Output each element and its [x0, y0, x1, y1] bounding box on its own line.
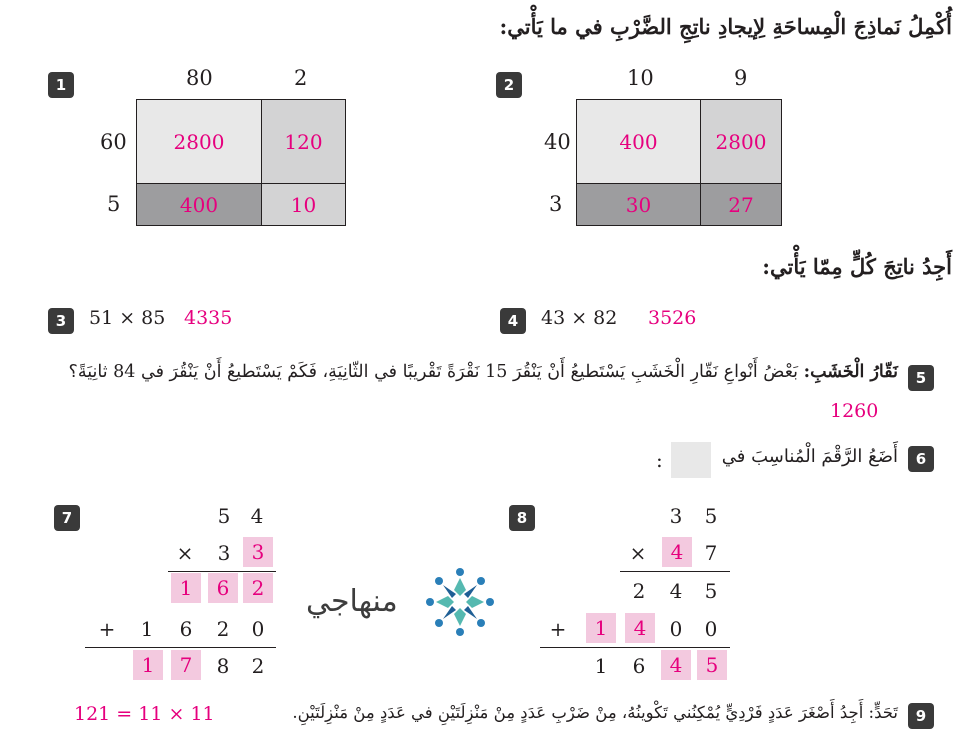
digit: 4 [669, 579, 683, 603]
digit: 5 [704, 579, 718, 603]
challenge-text: تَحَدٍّ: أَجِدُ أَصْغَرَ عَدَدٍ فَرْدِيٍّ يُمْكِنُني تَكْوينُهُ، مِنْ ضَرْبِ عَدَدٍ مِنْ مَنْزِلَتَيْنِ في عَدَدٍ مِنْ مَنْزِلَتَيْنِ. [292, 703, 898, 722]
area-model-top-label: 80 [186, 66, 213, 90]
area-model-cell: 400 [577, 100, 701, 184]
answer-text: 1260 [830, 400, 879, 422]
area-model-cell: 2800 [701, 100, 781, 184]
area-model-cell: 27 [701, 184, 781, 225]
digit: 0 [669, 617, 683, 641]
answer-text: 3526 [648, 307, 697, 329]
area-model-side-label: 60 [100, 130, 127, 154]
digit: 3 [217, 541, 231, 565]
digit: 7 [704, 541, 718, 565]
digit: 1 [140, 617, 154, 641]
area-model-side-label: 5 [107, 192, 121, 216]
problem-number-badge: 3 [48, 308, 74, 334]
answer-text: 4335 [184, 307, 233, 329]
answer-box: 2 [243, 573, 273, 603]
multiplication-expression: 43 × 82 [541, 307, 618, 329]
area-model-cell: 10 [262, 184, 345, 225]
instruction-colon: : [656, 448, 663, 472]
divider-line [168, 571, 276, 572]
plus-sign: + [98, 617, 116, 641]
area-model-top-label: 2 [294, 66, 308, 90]
answer-box: 1 [133, 650, 163, 680]
area-model-cell: 30 [577, 184, 701, 225]
digit: 3 [669, 504, 683, 528]
digit: 6 [179, 617, 193, 641]
section-heading-products: أَجِدُ ناتِجَ كُلٍّ مِمّا يَأْتي: [762, 254, 952, 279]
problem-number-badge: 5 [908, 365, 934, 391]
area-model-side-label: 3 [549, 192, 563, 216]
answer-box: 7 [171, 650, 201, 680]
digit: 4 [250, 504, 264, 528]
word-problem [58, 362, 898, 382]
digit: 2 [216, 617, 230, 641]
digit: 8 [216, 654, 230, 678]
problem-number-badge: 8 [509, 505, 535, 531]
digit: 1 [594, 654, 608, 678]
divider-line [620, 571, 730, 572]
word-problem-text: بَعْضُ أَنْواعِ نَقّارِ الْخَشَبِ يَسْتَطيعُ أَنْ يَنْقُرَ 15 نَقْرَةً تَقْريبًا في الثّانِيَةِ، فَكَمْ يَسْتَطيعُ أَنْ يَنْقُرَ في 84 ثانِيَةً؟ [68, 362, 799, 382]
problem-number-badge: 2 [496, 72, 522, 98]
digit: 2 [251, 654, 265, 678]
answer-box: 6 [208, 573, 238, 603]
digit: 5 [704, 504, 718, 528]
divider-line [85, 647, 276, 648]
divider-line [540, 647, 730, 648]
area-model-side-label: 40 [544, 130, 571, 154]
answer-box: 1 [171, 573, 201, 603]
problem-number-badge: 9 [908, 703, 934, 729]
answer-box: 1 [586, 613, 616, 643]
area-model-grid [136, 99, 346, 226]
section-heading-area-models: أُكْمِلُ نَماذِجَ الْمِساحَةِ لِإيجادِ ناتِجِ الضَّرْبِ في ما يَأْتي: [499, 14, 952, 39]
digit: 2 [632, 579, 646, 603]
logo-emblem-icon [420, 562, 500, 642]
area-model-cell: 400 [137, 184, 262, 225]
problem-number-badge: 7 [54, 505, 80, 531]
blank-box-sample [671, 442, 711, 478]
answer-box: 4 [662, 537, 692, 567]
digit: 0 [251, 617, 265, 641]
digit: 5 [217, 504, 231, 528]
area-model-top-label: 9 [734, 66, 748, 90]
problem-number-badge: 1 [48, 72, 74, 98]
answer-box: 3 [243, 537, 273, 567]
brand-logo [306, 562, 502, 642]
area-model-grid [576, 99, 782, 226]
word-problem-title: نَقّارُ الْخَشَبِ: [803, 362, 898, 382]
problem-number-badge: 4 [500, 308, 526, 334]
logo-text: منهاجي [306, 584, 398, 619]
digit: 6 [632, 654, 646, 678]
area-model-cell: 2800 [137, 100, 262, 184]
times-sign: × [629, 541, 647, 565]
instruction-text: أَضَعُ الرَّقْمَ الْمُناسِبَ في [721, 446, 898, 467]
plus-sign: + [549, 617, 567, 641]
problem-number-badge: 6 [908, 446, 934, 472]
digit: 0 [704, 617, 718, 641]
multiplication-expression: 51 × 85 [89, 307, 166, 329]
answer-box: 4 [625, 613, 655, 643]
area-model-cell: 120 [262, 100, 345, 184]
area-model-top-label: 10 [627, 66, 654, 90]
answer-box: 4 [661, 650, 691, 680]
times-sign: × [176, 541, 194, 565]
answer-box: 5 [697, 650, 727, 680]
answer-text: 121 = 11 × 11 [74, 703, 215, 725]
